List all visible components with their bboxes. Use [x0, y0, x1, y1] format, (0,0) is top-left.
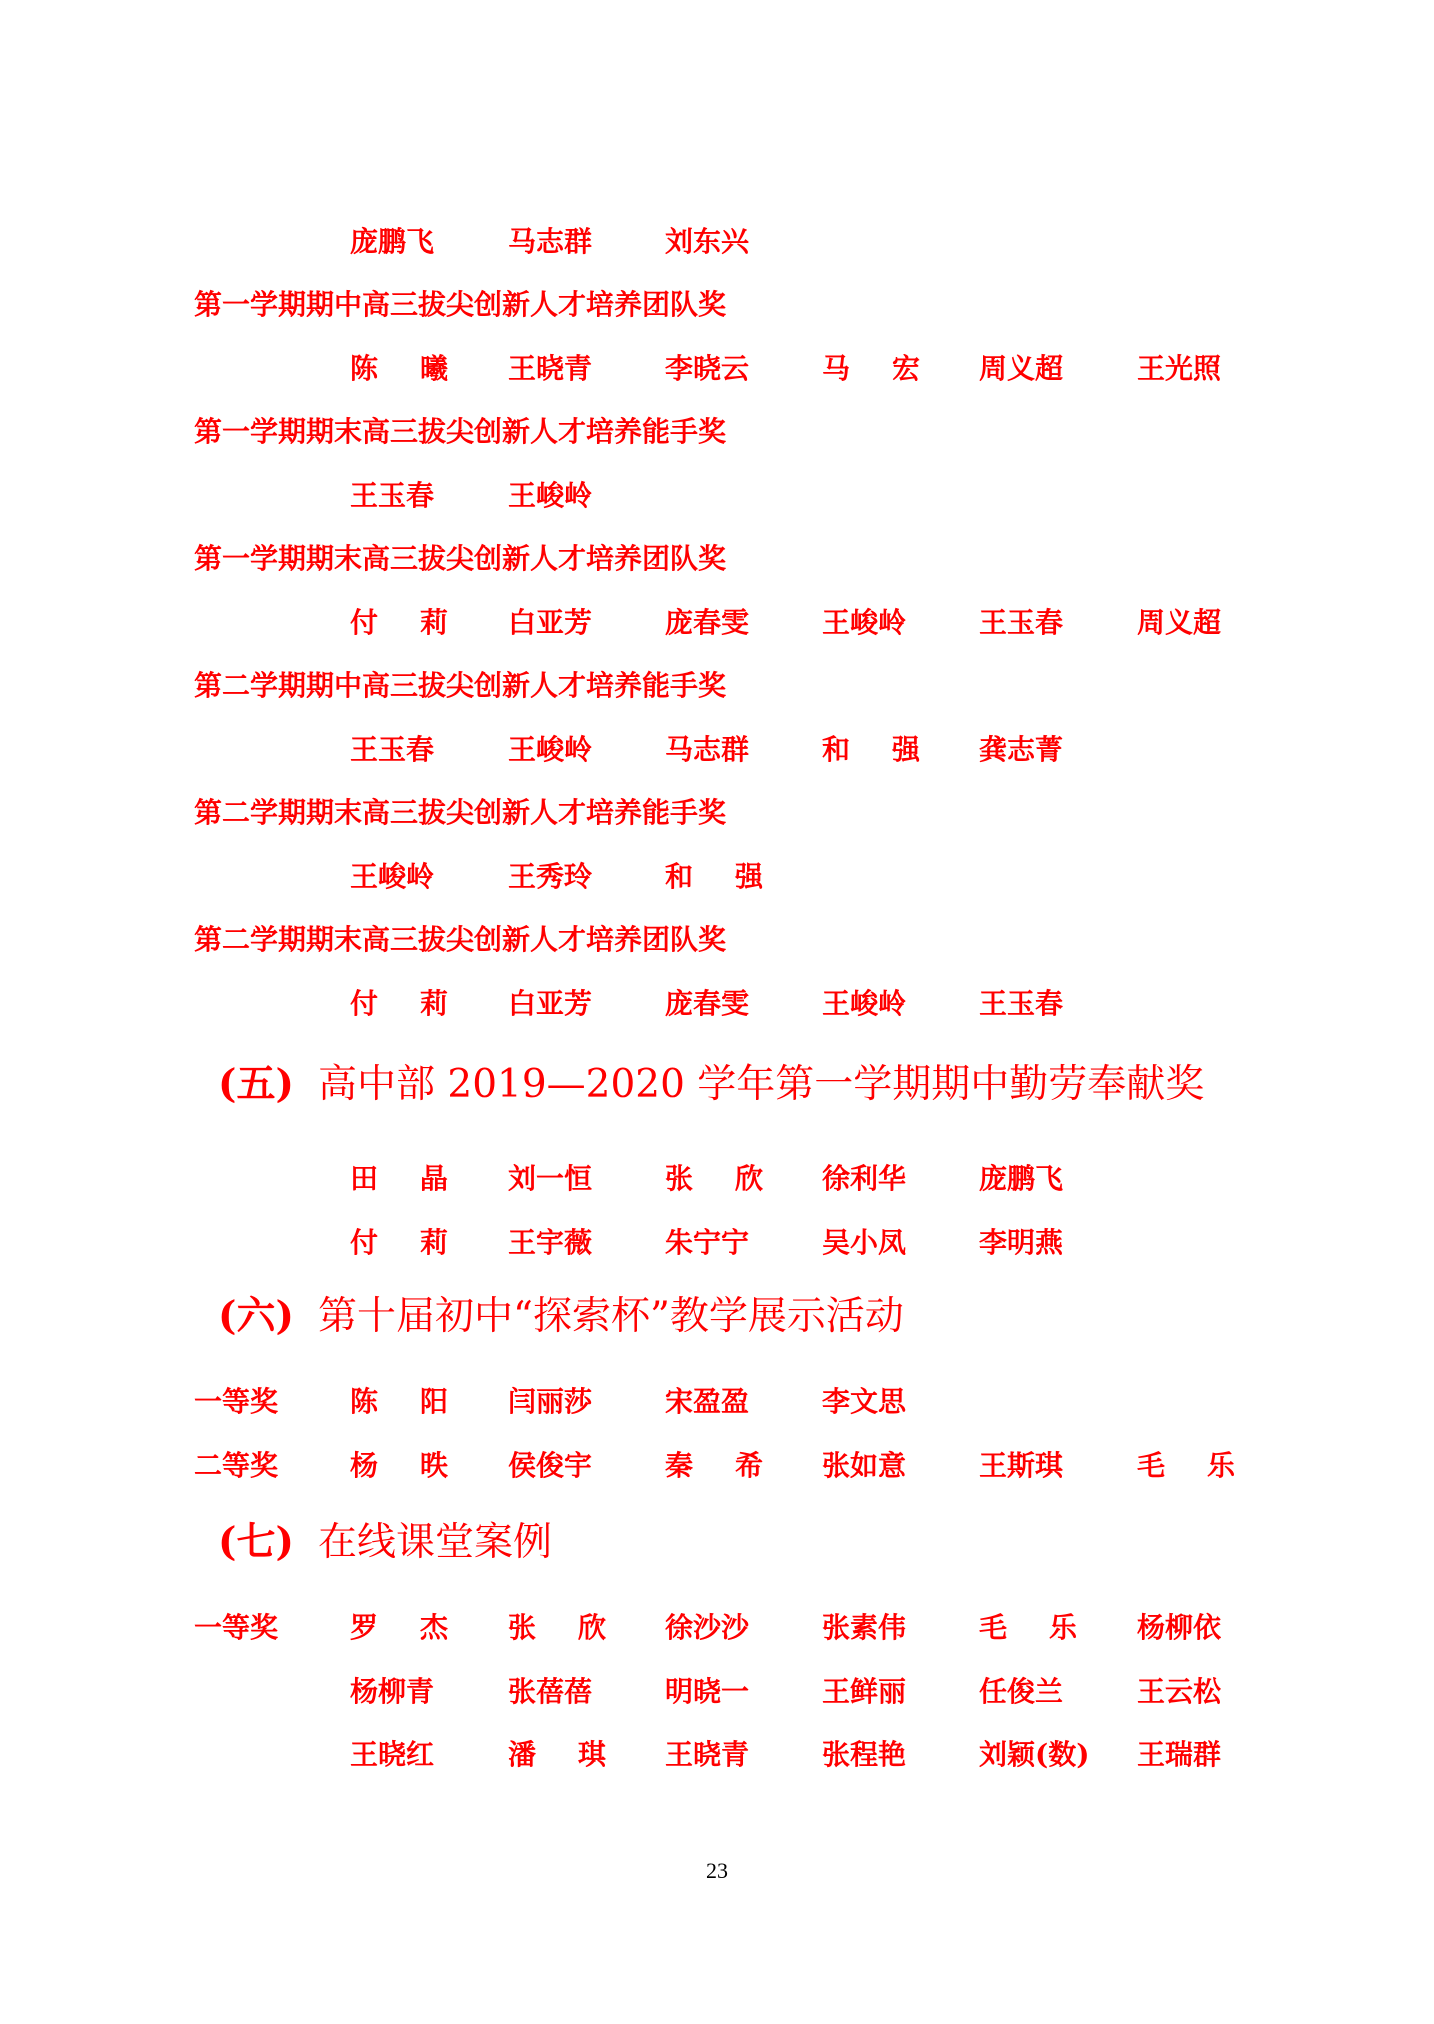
person-name: 任俊兰: [979, 1675, 1064, 1708]
person-name: 周义超: [979, 352, 1064, 385]
person-name: 白亚芳: [508, 606, 593, 639]
person-name: 张 欣: [508, 1611, 607, 1644]
person-name: 付 莉: [350, 606, 449, 639]
person-name: 刘东兴: [665, 225, 750, 258]
award-heading: [0, 283, 1434, 327]
section-6-number: (六): [218, 1293, 294, 1339]
person-name: 明晓一: [665, 1675, 750, 1708]
award-heading: [0, 410, 1434, 454]
award-title: 第一学期期末高三拔尖创新人才培养团队奖: [194, 542, 727, 575]
name-row: [0, 1606, 1434, 1650]
person-name: 宋盈盈: [665, 1385, 750, 1418]
person-name: 白亚芳: [508, 987, 593, 1020]
person-name: 王斯琪: [979, 1449, 1064, 1482]
section-5-title: 高中部 2019—2020 学年第一学期期中勤劳奉献奖: [318, 1062, 1205, 1107]
person-name: 刘一恒: [508, 1162, 593, 1195]
page-number: 23: [706, 1858, 728, 1883]
person-name: 和 强: [665, 860, 764, 893]
name-row: [0, 220, 1434, 264]
person-name: 田 晶: [350, 1162, 449, 1195]
name-row: [0, 1380, 1434, 1424]
prize-label: 一等奖: [194, 1385, 279, 1418]
award-heading: [0, 791, 1434, 835]
person-name: 王峻岭: [350, 860, 435, 893]
person-name: 徐利华: [822, 1162, 907, 1195]
name-row: [0, 982, 1434, 1026]
name-row: [0, 855, 1434, 899]
person-name: 李明燕: [979, 1226, 1064, 1259]
award-title: 第二学期期中高三拔尖创新人才培养能手奖: [194, 669, 727, 702]
person-name: 王晓红: [350, 1738, 435, 1771]
person-name: 庞鹏飞: [979, 1162, 1064, 1195]
person-name: 王瑞群: [1137, 1738, 1222, 1771]
person-name: 王峻岭: [508, 733, 593, 766]
section-6-title: 第十届初中“探索杯”教学展示活动: [318, 1294, 904, 1339]
person-name: 王光照: [1137, 352, 1222, 385]
person-name: 李晓云: [665, 352, 750, 385]
person-name: 庞春雯: [665, 606, 750, 639]
section-7-number: (七): [218, 1519, 294, 1565]
person-name: 陈 阳: [350, 1385, 449, 1418]
person-name: 徐沙沙: [665, 1611, 750, 1644]
section-7-title: 在线课堂案例: [318, 1520, 553, 1565]
person-name: 马志群: [508, 225, 593, 258]
prize-label: 二等奖: [194, 1449, 279, 1482]
award-heading: [0, 664, 1434, 708]
name-row: [0, 728, 1434, 772]
person-name: 马志群: [665, 733, 750, 766]
person-name: 杨柳依: [1137, 1611, 1222, 1644]
person-name: 庞春雯: [665, 987, 750, 1020]
person-name: 王峻岭: [508, 479, 593, 512]
section-5-heading: [218, 1054, 1204, 1114]
person-name: 侯俊宇: [508, 1449, 593, 1482]
person-name: 潘 琪: [508, 1738, 607, 1771]
person-name: 秦 希: [665, 1449, 764, 1482]
person-name: 周义超: [1137, 606, 1222, 639]
section-7-heading: [218, 1512, 552, 1572]
person-name: 王鲜丽: [822, 1675, 907, 1708]
person-name: 毛 乐: [1137, 1449, 1236, 1482]
name-row: [0, 1670, 1434, 1714]
name-row: [0, 474, 1434, 518]
person-name: 王玉春: [350, 479, 435, 512]
award-heading: [0, 918, 1434, 962]
person-name: 张程艳: [822, 1738, 907, 1771]
prize-label: 一等奖: [194, 1611, 279, 1644]
award-title: 第二学期期末高三拔尖创新人才培养能手奖: [194, 796, 727, 829]
section-5-number: (五): [218, 1061, 294, 1107]
name-row: [0, 1157, 1434, 1201]
award-title: 第一学期期中高三拔尖创新人才培养团队奖: [194, 288, 727, 321]
person-name: 马 宏: [822, 352, 921, 385]
person-name: 陈 曦: [350, 352, 449, 385]
person-name: 李文思: [822, 1385, 907, 1418]
person-name: 朱宁宁: [665, 1226, 750, 1259]
person-name: 吴小凤: [822, 1226, 907, 1259]
name-row: [0, 1733, 1434, 1777]
person-name: 张如意: [822, 1449, 907, 1482]
person-name: 王秀玲: [508, 860, 593, 893]
person-name: 付 莉: [350, 1226, 449, 1259]
person-name: 杨 昳: [350, 1449, 449, 1482]
person-name: 毛 乐: [979, 1611, 1078, 1644]
person-name: 王晓青: [665, 1738, 750, 1771]
person-name: 王玉春: [979, 606, 1064, 639]
section-6-heading: [218, 1286, 904, 1346]
person-name: 杨柳青: [350, 1675, 435, 1708]
person-name: 张 欣: [665, 1162, 764, 1195]
person-name: 付 莉: [350, 987, 449, 1020]
award-title: 第二学期期末高三拔尖创新人才培养团队奖: [194, 923, 727, 956]
person-name: 王玉春: [350, 733, 435, 766]
person-name: 庞鹏飞: [350, 225, 435, 258]
name-row: [0, 347, 1434, 391]
award-heading: [0, 537, 1434, 581]
person-name: 王云松: [1137, 1675, 1222, 1708]
person-name: 王玉春: [979, 987, 1064, 1020]
person-name: 王晓青: [508, 352, 593, 385]
person-name: 王峻岭: [822, 606, 907, 639]
person-name: 和 强: [822, 733, 921, 766]
name-row: [0, 1221, 1434, 1265]
person-name: 张素伟: [822, 1611, 907, 1644]
person-name: 刘颖(数): [979, 1738, 1090, 1771]
award-title: 第一学期期末高三拔尖创新人才培养能手奖: [194, 415, 727, 448]
name-row: [0, 1444, 1434, 1488]
name-row: [0, 601, 1434, 645]
person-name: 张蓓蓓: [508, 1675, 593, 1708]
person-name: 罗 杰: [350, 1611, 449, 1644]
person-name: 龚志菁: [979, 733, 1064, 766]
person-name: 闫丽莎: [508, 1385, 593, 1418]
person-name: 王宇薇: [508, 1226, 593, 1259]
person-name: 王峻岭: [822, 987, 907, 1020]
